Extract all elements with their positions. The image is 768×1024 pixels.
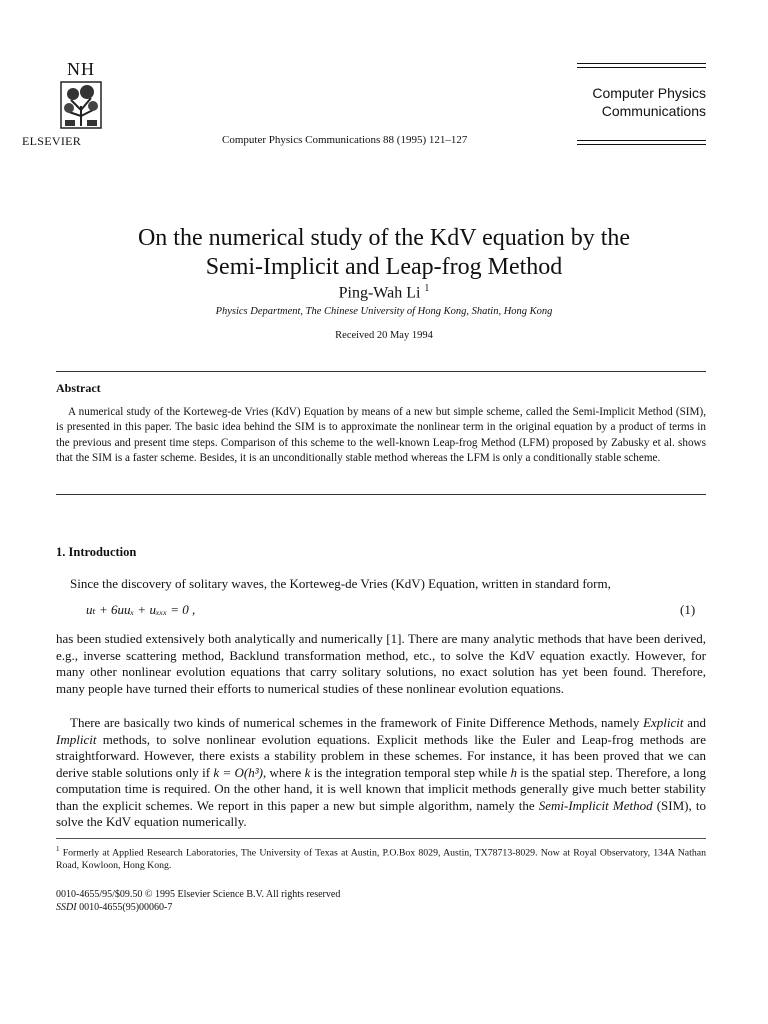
kdv-equation: uₜ + 6uuₓ + uₓₓₓ = 0 ,: [86, 602, 196, 617]
equation-number: (1): [680, 602, 696, 617]
abstract-rule-top: [56, 371, 706, 372]
section-heading: 1. Introduction: [56, 545, 137, 559]
publisher-name: ELSEVIER: [22, 134, 82, 148]
author: [0, 283, 768, 302]
journal-citation: Computer Physics Communications 88 (1995) 121–127: [222, 134, 468, 146]
abstract-text: A numerical study of the Korteweg-de Vries (KdV) Equation by means of a new but simple scheme, called the Semi-Implicit Method (SIM), is presented in this paper. The basic idea behind the SIM is to approximate the nonlinear term in the original equation by a product of terms in the previous and present time steps. Comparison of this scheme to the well-known Leap-frog Method (LFM) proposed by Zabusky et al. shows that the SIM is a faster scheme. Besides, it is an unconditionally stable method whereas the LFM is only a conditionally stable scheme.: [56, 406, 706, 464]
elsevier-tree-icon: [59, 80, 103, 130]
intro-paragraph-2: has been studied extensively both analytically and numerically [1]. There are many analytic methods that have been derived, e.g., inverse scattering method, Backlund transformation method, etc., to solve the KdV equation exactly. However, for many other nonlinear evolution equations that carry solitary solutions, no exact solution has yet been found. Therefore, many people have turned their efforts to numerical studies of these nonlinear evolution equations.: [56, 631, 706, 696]
text-run: , where: [262, 764, 305, 780]
symbol-h: h: [510, 764, 517, 780]
ssdi-line: [56, 901, 340, 914]
received-date: Received 20 May 1994: [335, 330, 433, 341]
intro-paragraph-3: [56, 715, 706, 831]
abstract-rule-bottom: [56, 494, 706, 495]
journal-rule-bottom-2: [577, 144, 706, 145]
intro-paragraph-1: Since the discovery of solitary waves, the Korteweg-de Vries (KdV) Equation, written in standard form,: [70, 576, 611, 591]
logo-text: NH: [67, 59, 95, 79]
term-explicit: Explicit: [643, 715, 684, 730]
ssdi-label: SSDI: [56, 902, 77, 913]
journal-rule-top-2: [577, 67, 706, 68]
paper-title-line1: On the numerical study of the KdV equation by the: [137, 225, 631, 251]
journal-rule-top: [577, 63, 706, 64]
affiliation: Physics Department, The Chinese University of Hong Kong, Shatin, Hong Kong: [215, 306, 553, 317]
journal-rule-bottom: [577, 140, 706, 141]
journal-name: [560, 84, 706, 120]
text-run: (SIM), to solve the KdV equation numerically.: [56, 797, 706, 829]
author-name: Ping-Wah Li: [338, 284, 421, 302]
stability-condition: k = O(h³): [213, 764, 263, 780]
text-run: is the integration temporal step while: [310, 764, 511, 780]
journal-name-line2: Communications: [601, 103, 706, 119]
author-footnote-mark: 1: [424, 283, 430, 294]
copyright-line: 0010-4655/95/$09.50 © 1995 Elsevier Science B.V. All rights reserved: [56, 889, 341, 900]
footnote: [56, 843, 706, 872]
footnote-text: Formerly at Applied Research Laboratories, The University of Texas at Austin, P.O.Box 8029, Austin, TX78713-8029. Now at Royal Observatory, 134A Nathan Road, Kowloon, Hong Kong.: [56, 847, 706, 872]
publisher-logo: [52, 60, 110, 130]
footnote-rule: [56, 838, 706, 839]
text-run: methods, to solve nonlinear evolution equations. Explicit methods like the Euler and Leap-frog methods are straightforward. However, there exists a stability problem in these schemes. For instance, it has been proved that we can derive stable solutions only if: [56, 731, 706, 780]
text-run: There are basically two kinds of numerical schemes in the framework of Finite Difference Methods, namely: [70, 715, 644, 730]
text-run: is the spatial step. Therefore, a long computation time is required. On the other hand, it is well known that implicit methods generally give much better stability than the explicit schemes. We report in this paper a new but simple algorithm, namely the: [56, 764, 706, 813]
ssdi-value: 0010-4655(95)00060-7: [79, 902, 173, 913]
term-implicit: Implicit: [56, 731, 97, 747]
text-run: and: [683, 715, 706, 730]
paper-title-line2: Semi-Implicit and Leap-frog Method: [205, 254, 563, 280]
journal-name-line1: Computer Physics: [592, 85, 706, 101]
term-semi-implicit-method: Semi-Implicit Method: [538, 797, 653, 813]
abstract-heading: Abstract: [56, 381, 101, 395]
footnote-mark: 1: [56, 845, 60, 853]
copyright-block: [56, 888, 340, 914]
paper-title: [0, 224, 768, 282]
symbol-k: k: [304, 764, 311, 780]
